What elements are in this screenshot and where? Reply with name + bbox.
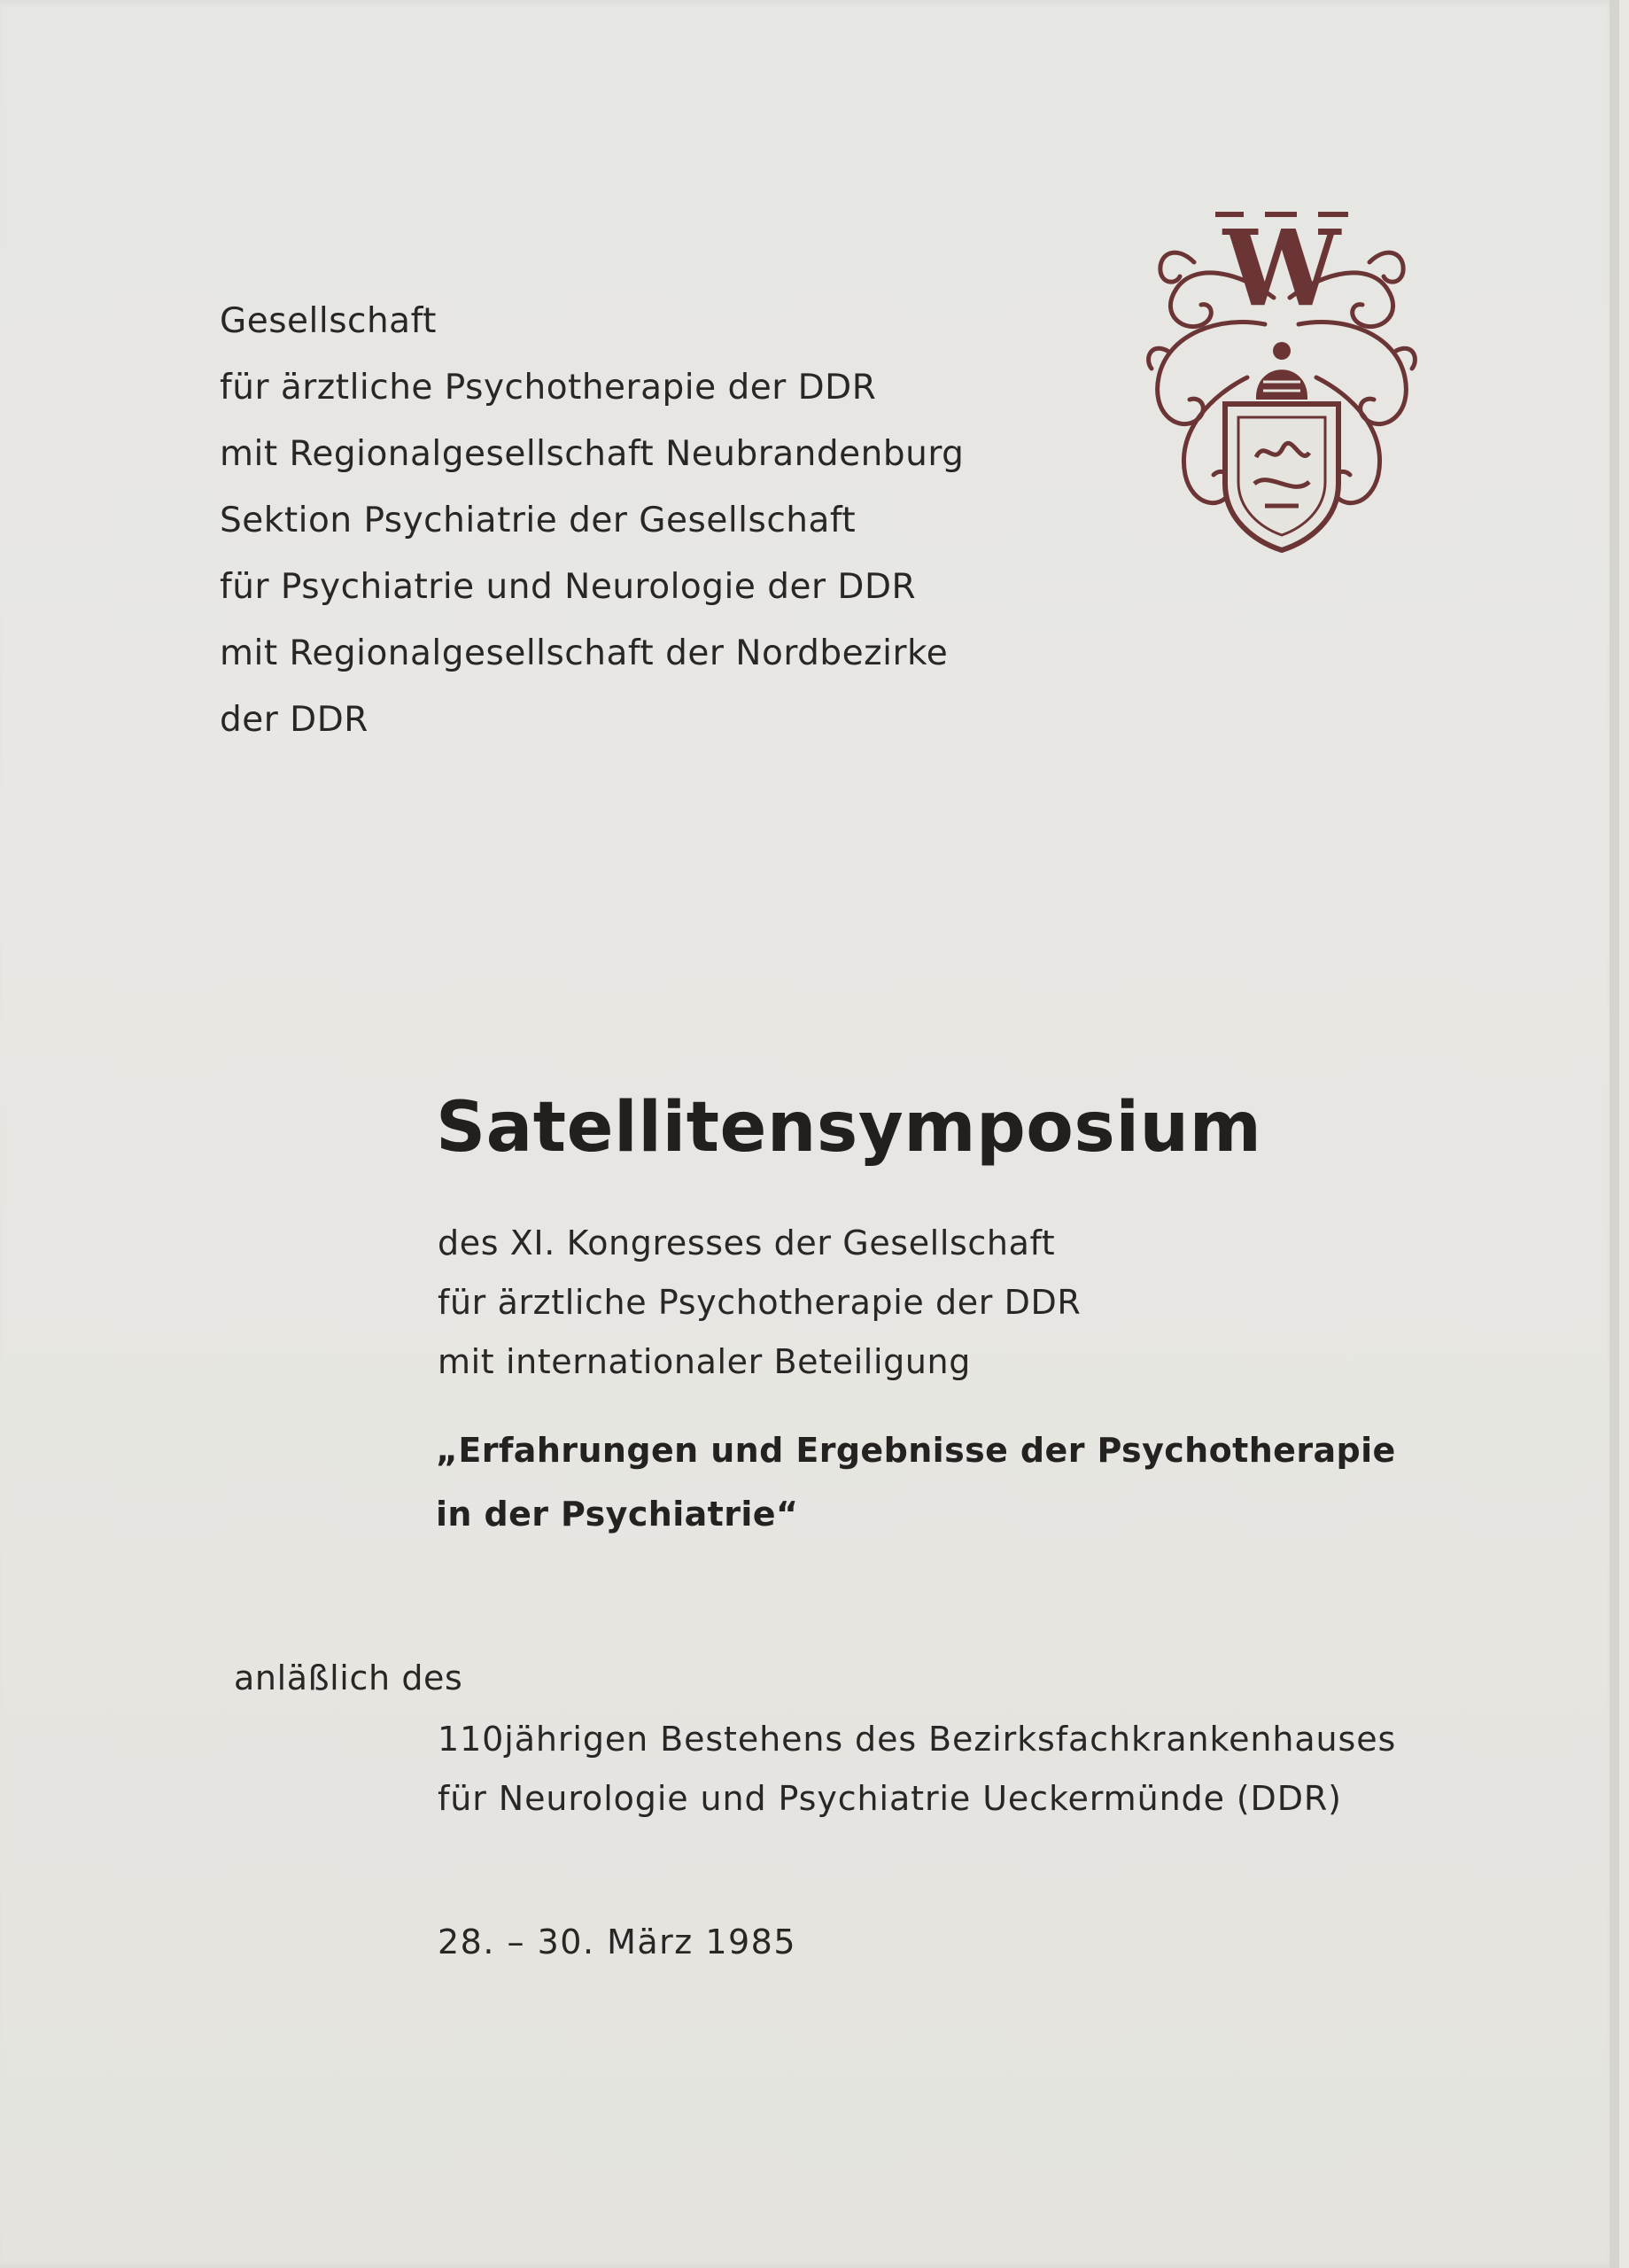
emblem-letter-w: W — [1222, 206, 1341, 330]
organizer-line: Sektion Psychiatrie der Gesellschaft — [220, 501, 857, 540]
occasion-line: 110jährigen Bestehens des Bezirksfachkrankenhauses — [438, 1720, 1397, 1759]
occasion-line: für Neurologie und Psychiatrie Ueckermünde (DDR) — [438, 1779, 1342, 1818]
occasion-block — [438, 1710, 1396, 1829]
organizer-line: für ärztliche Psychotherapie der DDR — [220, 368, 877, 408]
organizer-line: mit Regionalgesellschaft Neubrandenburg — [220, 434, 965, 474]
organizer-line: mit Regionalgesellschaft der Nordbezirke — [220, 633, 949, 673]
coat-of-arms-w-emblem — [1141, 200, 1423, 555]
theme-block — [436, 1418, 1396, 1546]
occasion-lead: anläßlich des — [234, 1658, 463, 1697]
subtitle-line: mit internationaler Beteiligung — [438, 1342, 971, 1381]
organizers-block — [220, 288, 964, 753]
organizer-line: der DDR — [220, 700, 368, 740]
theme-line: in der Psychiatrie“ — [436, 1495, 799, 1534]
event-date: 28. – 30. März 1985 — [438, 1922, 797, 1961]
theme-line: „Erfahrungen und Ergebnisse der Psychotherapie — [436, 1431, 1396, 1470]
organizer-line: Gesellschaft — [220, 301, 437, 341]
organizer-line: für Psychiatrie und Neurologie der DDR — [220, 567, 917, 607]
page-edge — [1610, 0, 1619, 2268]
subtitle-block — [438, 1214, 1081, 1392]
subtitle-line: des XI. Kongresses der Gesellschaft — [438, 1223, 1056, 1262]
page-title: Satellitensymposium — [436, 1088, 1262, 1168]
subtitle-line: für ärztliche Psychotherapie der DDR — [438, 1283, 1082, 1322]
